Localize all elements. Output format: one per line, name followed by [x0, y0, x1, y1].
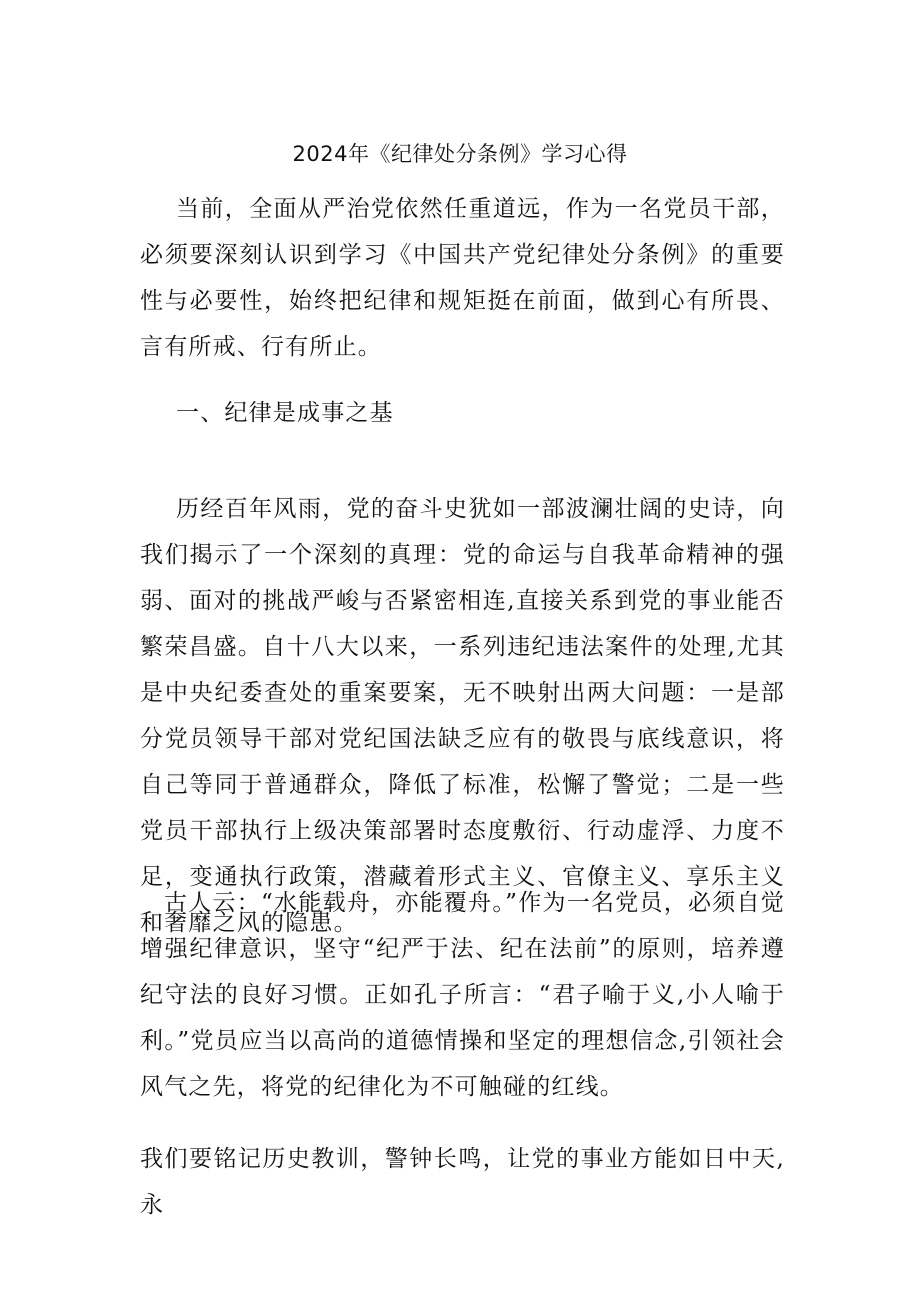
document-title: 2024年《纪律处分条例》学习心得 — [292, 142, 628, 166]
ancients-paragraph: 古人云：“水能载舟，亦能覆舟。”作为一名党员，必须自觉增强纪律意识，坚守“纪严于法、纪在法前”的原则，培养遵纪守法的良好习惯。正如孔子所言：“君子喻于义,小人喻于利。”党员应当以高尚的道德情操和坚定的理想信念,引领社会风气之先，将党的纪律化为不可触碰的红线。 — [140, 890, 785, 1100]
intro-paragraph: 当前，全面从严治党依然任重道远，作为一名党员干部，必须要深刻认识到学习《中国共产党纪律处分条例》的重要性与必要性，始终把纪律和规矩挺在前面，做到心有所畏、言有所戒、行有所止。 — [140, 196, 785, 360]
closing-paragraph: 我们要铭记历史教训，警钟长鸣，让党的事业方能如日中天,永 — [140, 1146, 785, 1218]
section-heading: 一、纪律是成事之基 — [176, 400, 394, 426]
history-paragraph: 历经百年风雨，党的奋斗史犹如一部波澜壮阔的史诗，向我们揭示了一个深刻的真理：党的命运与自我革命精神的强弱、面对的挑战严峻与否紧密相连,直接关系到党的事业能否繁荣昌盛。自十八大以来，一系列违纪违法案件的处理,尤其是中央纪委查处的重案要案，无不映射出两大问题：一是部分党员领导干部对党纪国法缺乏应有的敬畏与底线意识，将自己等同于普通群众，降低了标准，松懈了警觉；二是一些党员干部执行上级决策部署时态度敷衍、行动虚浮、力度不足，变通执行政策，潜藏着形式主义、官僚主义、享乐主义和奢靡之风的隐患。 — [140, 496, 785, 936]
